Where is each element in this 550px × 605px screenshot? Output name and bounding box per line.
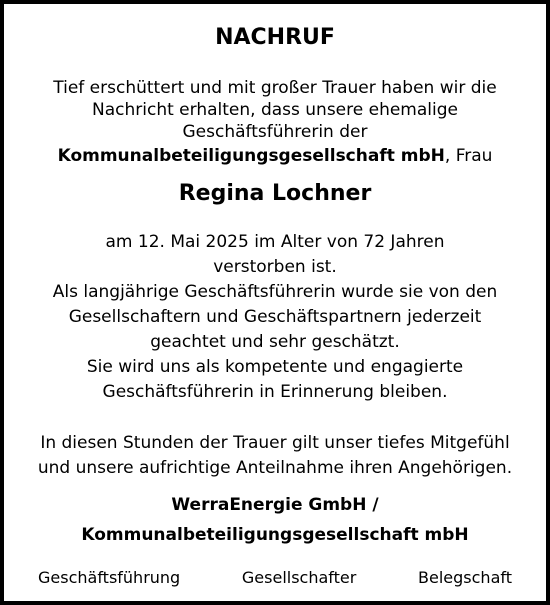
signer-shareholders: Gesellschafter (241, 568, 357, 587)
intro-suffix: , Frau (444, 146, 493, 166)
intro-line: Nachricht erhalten, dass unsere ehemalige (92, 100, 458, 120)
signer-management: Geschäftsführung (38, 568, 181, 587)
body-line: am 12. Mai 2025 im Alter von 72 Jahren (105, 232, 445, 252)
body-line: verstorben ist. (213, 257, 337, 277)
sender-line: Kommunalbeteiligungsgesellschaft mbH (81, 525, 469, 545)
intro-company: Kommunalbeteiligungsgesellschaft mbH (57, 146, 445, 166)
body-line: Gesellschaftern und Geschäftspartnern jederzeit (68, 307, 482, 327)
signer-staff: Belegschaft (418, 568, 512, 587)
closing-line: und unsere aufrichtige Anteilnahme ihren Angehörigen. (37, 458, 513, 478)
body-line: geachtet und sehr geschätzt. (150, 332, 400, 352)
closing-line: In diesen Stunden der Trauer gilt unser tiefes Mitgefühl (40, 433, 510, 453)
body-line: Geschäftsführerin in Erinnerung bleiben. (102, 382, 448, 402)
intro-line: Tief erschüttert und mit großer Trauer haben wir die (53, 78, 497, 98)
intro-company-line (8, 145, 542, 167)
signers-row (30, 567, 520, 589)
intro-line: Geschäftsführerin der (182, 122, 368, 142)
deceased-name: Regina Lochner (178, 181, 372, 206)
body-line: Als langjährige Geschäftsführerin wurde sie von den (52, 282, 498, 302)
notice-heading: NACHRUF (215, 25, 335, 50)
body-line: Sie wird uns als kompetente und engagierte (86, 357, 464, 377)
sender-line: WerraEnergie GmbH / (171, 495, 379, 515)
